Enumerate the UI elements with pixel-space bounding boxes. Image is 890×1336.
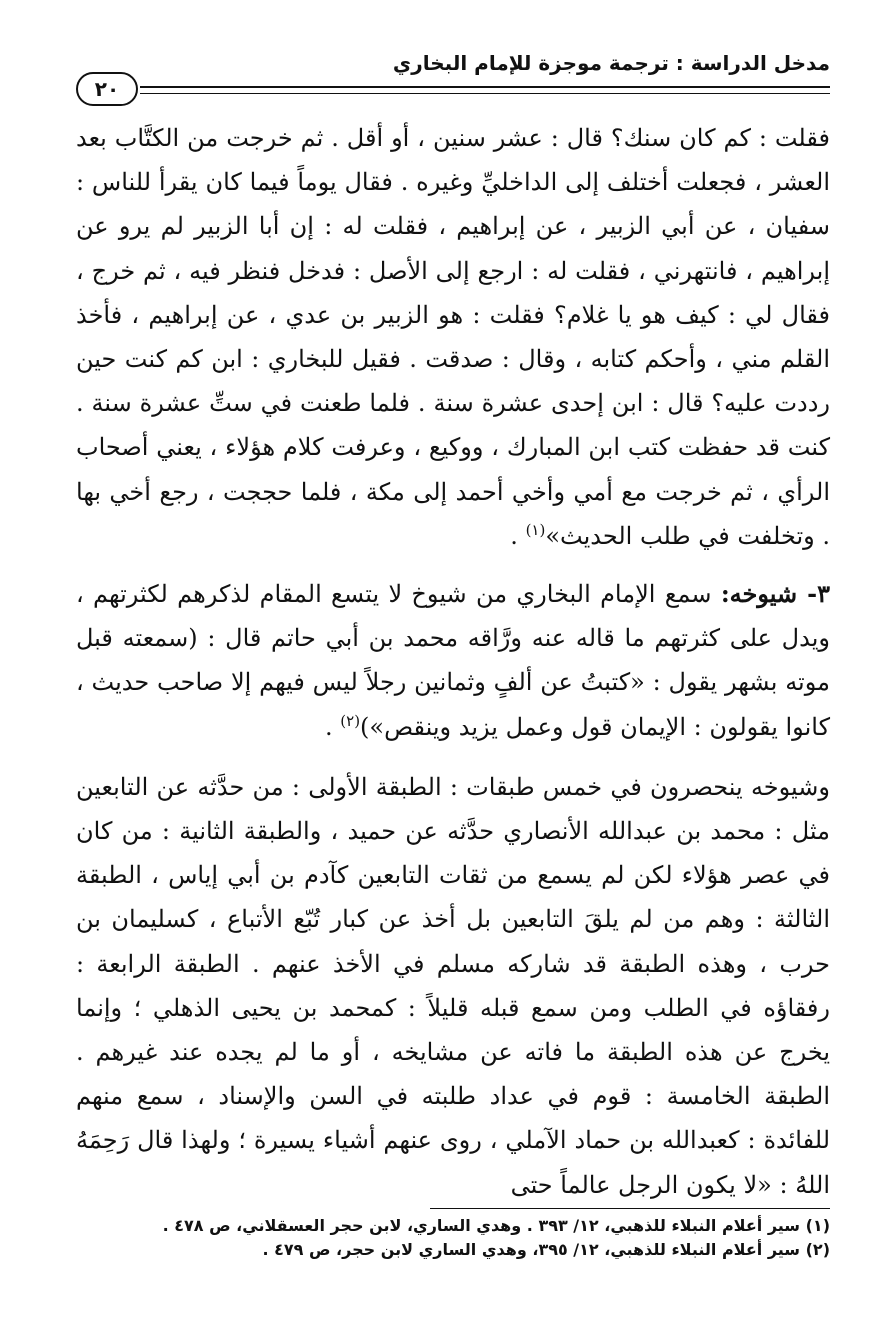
footnote-2: (٢) سير أعلام النبلاء للذهبي، ١٢/ ٣٩٥، وهدي الساري لابن حجر، ص ٤٧٩ . [262, 1240, 830, 1259]
paragraph-teachers [76, 572, 830, 749]
running-header-title: مدخل الدراسة : ترجمة موجزة للإمام البخاري [392, 51, 830, 75]
header-rule-thin [140, 93, 830, 94]
footnote-ref-2: (٢) [340, 711, 361, 730]
footnote-1: (١) سير أعلام النبلاء للذهبي، ١٢/ ٣٩٣ . وهدي الساري، لابن حجر العسقلاني، ص ٤٧٨ . [162, 1216, 830, 1235]
main-text [76, 116, 830, 1207]
paragraph-narration-text: فقلت : كم كان سنك؟ قال : عشر سنين ، أو أقل . ثم خرجت من الكتَّاب بعد العشر ، فجعلت أختلف إلى الداخليِّ وغيره . فقال يوماً فيما كان يقرأ للناس : سفيان ، عن أبي الزبير ، عن إبراهيم ، فقلت له : إن أبا الزبير لم يرو عن إبراهيم ، فانتهرني ، فقلت له : ارجع إلى الأصل : فدخل فنظر فيه ، ثم خرج ، فقال لي : كيف هو يا غلام؟ فقلت : هو الزبير بن عدي ، عن إبراهيم ، فأخذ القلم مني ، وأحكم كتابه ، وقال : صدقت . فقيل للبخاري : ابن كم كنت حين رددت عليه؟ قال : ابن إحدى عشرة سنة . فلما طعنت في ستِّ عشرة سنة . كنت قد حفظت كتب ابن المبارك ، ووكيع ، وعرفت كلام هؤلاء ، يعني أصحاب الرأي ، ثم خرجت مع أمي وأخي أحمد إلى مكة ، فلما حججت ، رجع أخي بها . وتخلفت في طلب الحديث» [76, 124, 830, 550]
footnote-ref-1: (١) [525, 520, 546, 539]
footnote-separator [430, 1208, 830, 1209]
header-rule-thick [140, 86, 830, 88]
section-heading-teachers: ٣- شيوخه: [720, 579, 830, 609]
paragraph-narration [76, 116, 830, 558]
paragraph-end-mark: . [510, 521, 526, 550]
paragraph-teachers-text: سمع الإمام البخاري من شيوخ لا يتسع المقام لذكرهم لكثرتهم ، ويدل على كثرتهم ما قاله عنه ورَّاقه محمد بن أبي حاتم قال : (سمعته قبل موته بشهر يقول : «كتبتُ عن ألفٍ وثمانين رجلاً ليس فيهم إلا صاحب حديث ، كانوا يقولون : الإيمان قول وعمل يزيد وينقص») [76, 580, 830, 741]
footnotes [76, 1214, 830, 1262]
paragraph-teacher-classes: وشيوخه ينحصرون في خمس طبقات : الطبقة الأولى : من حدَّثه عن التابعين مثل : محمد بن عبدالله الأنصاري حدَّثه عن حميد ، والطبقة الثانية : من كان في عصر هؤلاء لكن لم يسمع من ثقات التابعين كآدم بن أبي إياس ، الطبقة الثالثة : وهم من لم يلقَ التابعين بل أخذ عن كبار تُبّع الأتباع ، كسليمان بن حرب ، وهذه الطبقة قد شاركه مسلم في الأخذ عنهم . الطبقة الرابعة : رفقاؤه في الطلب ومن سمع قبله قليلاً : كمحمد بن يحيى الذهلي ؛ وإنما يخرج عن هذه الطبقة ما فاته عن مشايخه ، أو ما لم يجده عند غيرهم . الطبقة الخامسة : قوم في عداد طلبته في السن والإسناد ، سمع منهم للفائدة : كعبدالله بن حماد الآملي ، روى عنهم أشياء يسيرة ؛ ولهذا قال رَحِمَهُ اللهُ : «لا يكون الرجل عالماً حتى [76, 772, 831, 1199]
paragraph-end-mark: . [325, 712, 341, 741]
page-number-badge: ٢٠ [76, 72, 138, 106]
